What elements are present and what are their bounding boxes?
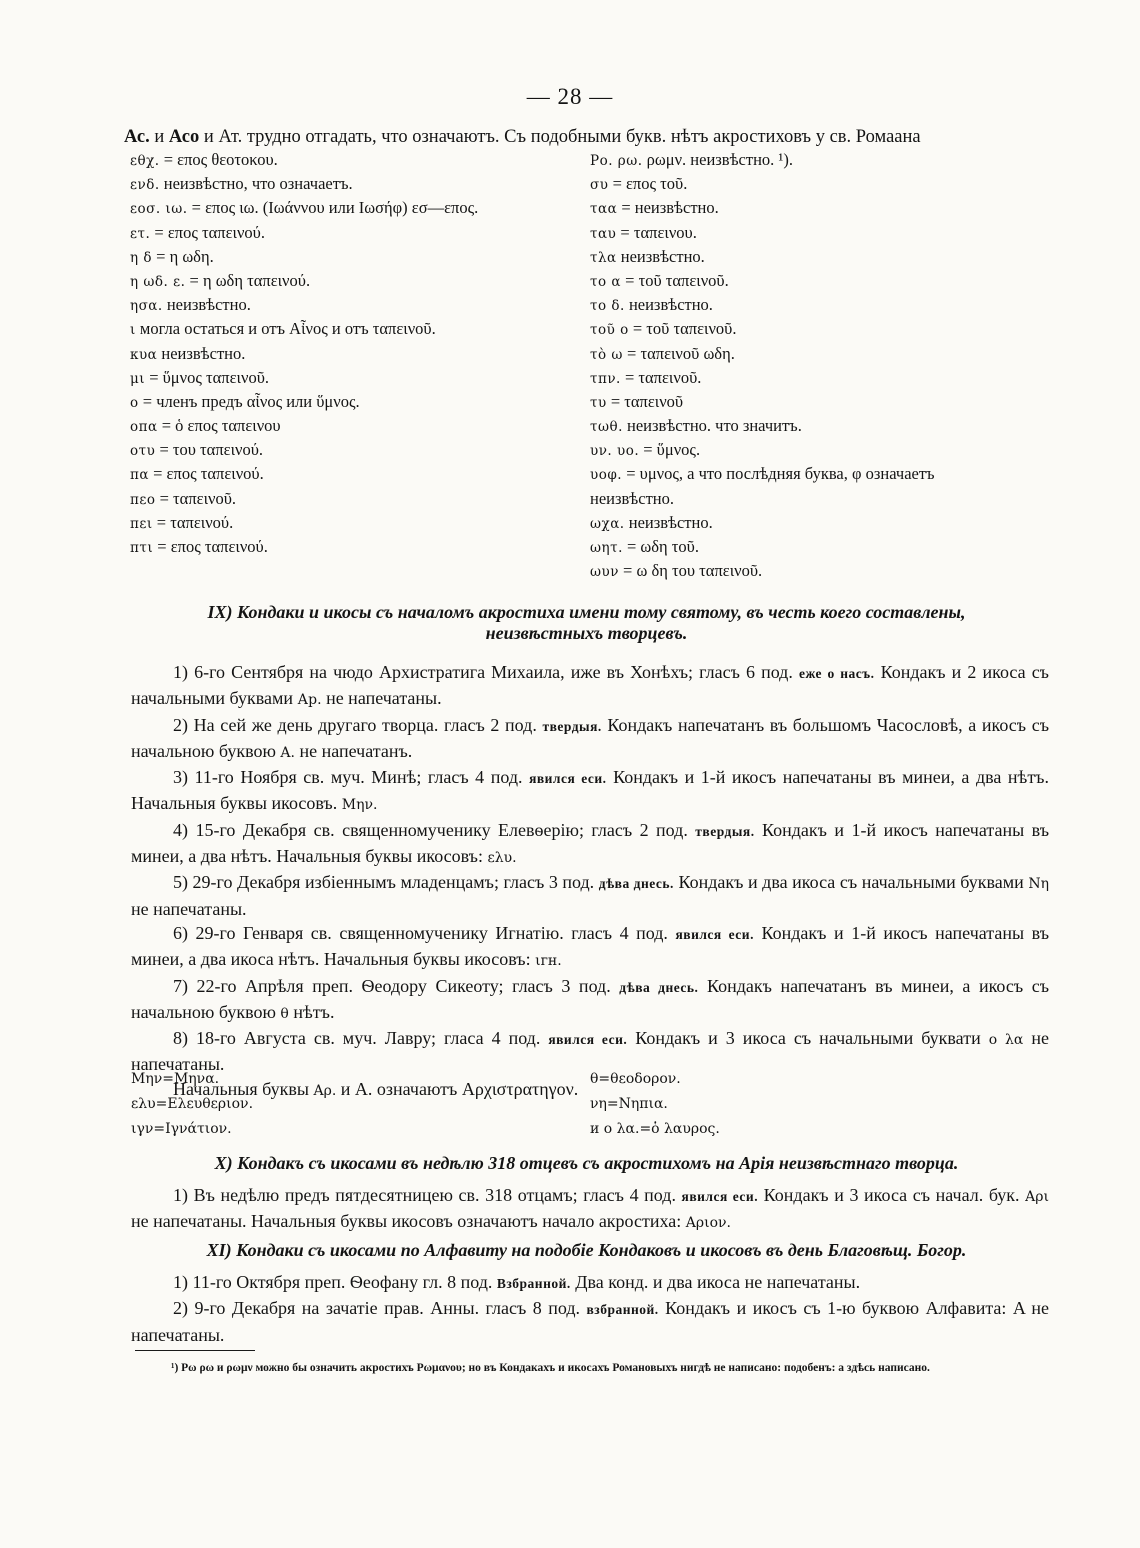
abbreviation-row [130, 148, 570, 172]
page-number: — 28 — [526, 84, 614, 109]
intro-line [124, 127, 1049, 148]
item-text: Кондакъ и 1-й икосъ напечатаны въ минеи, а два икоса нѣтъ. Начальныя буквы икосовъ: [131, 922, 1049, 970]
abbreviation-row [130, 221, 570, 245]
section-10-item [131, 1183, 1049, 1236]
abbreviation-meaning: неизвѣстно. [590, 488, 674, 508]
abbreviation-label: οπα [130, 419, 158, 436]
item-letters: θ [280, 1005, 289, 1022]
abbreviation-row [590, 245, 1050, 269]
item-letters: ιгн. [535, 953, 562, 970]
item-text: 8) 18-го Августа св. муч. Лавру; гласа 4 под. [173, 1028, 549, 1049]
abbreviation-meaning: могла остаться и отъ Αἶνος и отъ ταπεινοῦ. [139, 319, 436, 339]
abbreviation-label: ενδ. [130, 177, 160, 194]
abbreviation-row [590, 172, 1050, 196]
abbreviation-label: το α [590, 273, 622, 290]
abbreviation-row [590, 487, 1050, 511]
abbreviation-label: τοῦ ο [590, 322, 629, 339]
item-letters: ελυ. [487, 850, 517, 867]
section-9-heading [124, 602, 1049, 644]
abbreviation-label: το δ. [590, 298, 625, 315]
abbreviation-meaning: = неизвѣстно. [621, 198, 719, 218]
abbreviation-label: ησα. [130, 298, 163, 315]
pair-left-1: Μην=Μηνα. [131, 1071, 220, 1087]
abbreviation-row [130, 535, 570, 559]
abbreviation-meaning: = ὕμνος. [643, 440, 701, 460]
item-letters: Ар. [297, 692, 322, 709]
item-text: 6) 29-го Генваря св. священномученику Игнатію. гласъ 4 под. [173, 922, 676, 943]
section-11-body [131, 1270, 1049, 1347]
s10-letters: Αρι [1025, 1189, 1049, 1205]
abbreviation-label: τλα [590, 249, 617, 266]
abbreviation-label: τπν. [590, 370, 621, 387]
abbreviation-meaning: = членъ предъ αἶνος или ὕμνος. [142, 391, 360, 411]
s10-text-2: Кондакъ и 3 икоса съ начал. бук. [758, 1185, 1026, 1205]
item-text: Кондакъ и 3 икоса съ начальными буквати [627, 1028, 989, 1049]
section-10-body [131, 1183, 1049, 1236]
abbreviation-meaning: = ω δη του ταπεινοῦ. [623, 561, 763, 581]
abbreviation-label: Ρο. ρω. [590, 153, 643, 169]
left-abbreviation-list [130, 148, 570, 559]
abbreviation-label: κυα [130, 346, 158, 363]
abbreviation-meaning: ρωμν. неизвѣстно. ¹). [646, 150, 793, 169]
abbreviation-meaning: = ὕμνος ταπεινοῦ. [149, 367, 269, 387]
item-tone: дѣва днесь. [598, 876, 674, 892]
section-9-item [131, 870, 1049, 921]
item-text: Кондакъ напечатанъ въ большомъ Часословѣ, а икосъ съ начальною буквою [131, 714, 1049, 761]
abbreviation-row [130, 462, 570, 486]
section-11-heading: XI) Кондаки съ икосами по Алфавиту на подобіе Кондаковъ и икосовъ въ день Благовѣщ. Богор. [206, 1240, 967, 1260]
abbreviation-meaning: = ταπεινοῦ. [624, 367, 702, 387]
abbreviation-label: ο [130, 394, 139, 411]
abbreviation-label: τυ [590, 394, 607, 411]
item-text: нѣтъ. [288, 1001, 335, 1022]
item-tone: явился еси. [675, 926, 754, 942]
abbreviation-meaning: = ταπεινου. [620, 222, 697, 242]
abbreviation-label: ετ. [130, 225, 151, 242]
abbreviation-row [590, 317, 1050, 341]
item-tone: взбранной. [586, 1302, 659, 1318]
abbreviation-meaning: = επος ταπεινού. [153, 464, 264, 484]
pair-right-1: θ=θεοδορον. [590, 1071, 681, 1087]
abbreviation-label: οτυ [130, 443, 156, 460]
abbreviation-row [590, 269, 1050, 293]
section-9-item [131, 765, 1049, 818]
s10-tone: явился еси. [681, 1189, 759, 1204]
abbreviation-meaning: = ταπεινού. [156, 512, 234, 532]
abbreviation-label: υοφ. [590, 467, 623, 484]
abbreviation-row [590, 390, 1050, 414]
item-text: Кондакъ и два икоса съ начальными буквами [673, 872, 1029, 893]
abbreviation-row [130, 245, 570, 269]
item-text: Кондакъ напечатанъ въ минеи, а икосъ съ начальною буквою [131, 975, 1049, 1022]
section-9-item [131, 818, 1049, 871]
item-text: 3) 11-го Ноября св. муч. Минѣ; гласъ 4 под. [173, 767, 530, 788]
abbreviation-label: πτι [130, 540, 154, 556]
abbreviation-label: πεο [130, 491, 156, 508]
item-tone: дѣва днесь. [619, 979, 699, 995]
item-text: не напечатанъ. [294, 740, 413, 761]
item-tone: твердыя. [695, 823, 755, 839]
abbreviation-row [130, 196, 570, 220]
abbreviation-meaning: = επος ταπεινού. [157, 537, 268, 556]
abbr-at: Ат. [218, 127, 243, 147]
abbreviation-meaning: = επος θεοτοκου. [163, 150, 278, 169]
abbreviation-row [130, 342, 570, 366]
item-text: 2) 9-го Декабря на зачатіе прав. Анны. гласъ 8 под. [173, 1298, 587, 1319]
item-letters: Α. [280, 744, 295, 761]
item-tone: твердыя. [542, 718, 602, 734]
abbreviation-meaning: неизвѣстно. [161, 343, 246, 363]
abbreviation-meaning: неизвѣстно. [628, 295, 713, 315]
abbreviation-meaning: = επος ιω. (Ιωάννου или Ιωσήφ) εσ—επος. [191, 198, 479, 218]
s10-text-1: 1) Въ недѣлю предъ пятдесятницею св. 318 отцамъ; гласъ 4 под. [173, 1185, 682, 1205]
abbreviation-row [130, 414, 570, 438]
item-text: не напечатаны. [131, 898, 247, 919]
abbr-aso: Асо [168, 127, 200, 147]
right-abbreviation-list [590, 148, 1050, 583]
abbreviation-row [590, 462, 1050, 486]
abbreviation-label: ωυν [590, 564, 619, 581]
abbreviation-row [590, 342, 1050, 366]
abbreviation-label: πα [130, 467, 149, 484]
abbreviation-row [130, 487, 570, 511]
abbreviation-row [130, 390, 570, 414]
abbreviation-row [590, 221, 1050, 245]
abbreviation-row [130, 511, 570, 535]
abbreviation-label: εθχ. [130, 153, 160, 169]
item-text: Кондакъ и икосъ съ 1-ю буквою Алфавита: Α не напечатаны. [131, 1298, 1049, 1345]
abbreviation-meaning: = ὁ επος ταπεινου [161, 416, 281, 436]
item-text: Кондакъ и 1-й икосъ напечатаны въ минеи, а два нѣтъ. Начальныя буквы икосовъ. [131, 767, 1049, 814]
section-9-item [131, 713, 1049, 766]
abbreviation-row [130, 293, 570, 317]
abbreviation-row [590, 438, 1050, 462]
abbreviation-label: η δ [130, 249, 153, 266]
abbreviation-meaning: неизвѣстно. [166, 295, 251, 315]
item-letters: Μην. [341, 797, 378, 814]
abbreviation-row [590, 366, 1050, 390]
abbreviation-meaning: = τοῦ ταπεινοῦ. [625, 270, 729, 290]
item-tone: явился еси. [548, 1032, 628, 1048]
abbreviation-label: ταυ [590, 225, 617, 242]
abbreviation-label: ι [130, 322, 136, 339]
item-text: не напечатаны. [321, 688, 442, 709]
footnote-rule [135, 1350, 255, 1351]
abbr-as: Ас. [124, 127, 150, 147]
item-text: Начальныя буквы [173, 1078, 314, 1099]
item-text: Кондакъ и 1-й икосъ напечатаны въ минеи, а два нѣтъ. Начальныя буквы икосовъ: [131, 819, 1049, 867]
abbreviation-row [130, 438, 570, 462]
item-text: 7) 22-го Апрѣля преп. Ѳеодору Сикеоту; гласъ 3 под. [173, 975, 620, 996]
abbreviation-meaning: = υμνος, а что послѣдняя буква, φ означаетъ [626, 464, 935, 484]
abbreviation-row [590, 511, 1050, 535]
abbreviation-meaning: = του ταπεινού. [159, 440, 264, 460]
abbreviation-label: ωητ. [590, 540, 623, 556]
abbreviation-label: ταα [590, 201, 618, 218]
abbreviation-label: μι [130, 370, 146, 387]
item-text: 2) На сей же день другаго творца. гласъ 2 под. [173, 714, 543, 735]
section-9-item [131, 921, 1049, 974]
abbreviation-label: τὸ ω [590, 346, 623, 363]
section-9-item [131, 660, 1049, 713]
s10-text-3: не напечатаны. Начальныя буквы икосовъ означаютъ начало акростиха: [131, 1211, 686, 1232]
abbreviation-row [590, 148, 1050, 172]
abbreviation-label: πει [130, 515, 153, 532]
abbreviation-label: υν. υο. [590, 443, 640, 460]
intro-text: трудно отгадать, что означаютъ. Съ подобными букв. нѣтъ акростиховъ у св. Ромаана [242, 127, 921, 147]
abbreviation-meaning: = τοῦ ταπεινοῦ. [632, 319, 737, 339]
item-text: Кондакъ и 2 икоса съ начальными буквами [131, 662, 1049, 709]
abbreviation-row [130, 317, 570, 341]
abbreviation-meaning: неизвѣстно. [620, 246, 705, 266]
section-11-item [131, 1270, 1049, 1296]
abbreviation-meaning: неизвѣстно. [628, 512, 713, 532]
section-9-heading-line-2: неизвѣстныхъ творцевъ. [485, 623, 688, 643]
item-letters: Αρ. [313, 1082, 337, 1099]
abbreviation-meaning: = ταπεινοῦ [610, 391, 684, 411]
item-text: 5) 29-го Декабря избіеннымъ младенцамъ; гласъ 3 под. [173, 872, 599, 893]
abbreviation-row [590, 414, 1050, 438]
item-text: 1) 11-го Октября преп. Ѳеофану гл. 8 под. [173, 1272, 497, 1292]
abbreviation-meaning: = η ωδη ταπεινού. [189, 270, 311, 290]
abbreviation-meaning: неизвѣстно, что означаетъ. [163, 174, 353, 194]
abbreviation-label: εοσ. ιω. [130, 201, 188, 218]
abbreviation-row [130, 269, 570, 293]
abbreviation-label: τωθ. [590, 419, 623, 436]
abbreviation-meaning: = ταπεινοῦ. [159, 488, 237, 508]
item-tone: Взбранной. [496, 1276, 571, 1291]
section-9-item [131, 974, 1049, 1027]
item-letters: Νη [1028, 876, 1049, 893]
footnote: ¹) Ρω ρω и ρωμν можно бы означить акростихъ Ρωμανου; но въ Кондакахъ и икосахъ Романовыхъ нигдѣ не написано: подобенъ: а здѣсь написано. [171, 1362, 930, 1374]
abbreviation-row [590, 559, 1050, 583]
item-text: Два конд. и два икоса не напечатаны. [570, 1272, 861, 1292]
intro-and-1: и [149, 127, 169, 147]
pair-right-3: и ο λα.=ὁ λαυρος. [590, 1121, 720, 1137]
item-tone: еже о насъ. [798, 666, 875, 681]
abbreviation-meaning: = επος τοῦ. [612, 174, 688, 194]
abbreviation-meaning: = επος ταπεινού. [154, 222, 265, 242]
item-text: 1) 6-го Сентября на чюдо Архистратига Михаила, иже въ Хонѣхъ; гласъ 6 под. [173, 662, 799, 682]
section-9-item [131, 1026, 1049, 1077]
abbreviation-row [130, 172, 570, 196]
section-11-item [131, 1296, 1049, 1347]
pair-right-2: νη=Νηπια. [590, 1096, 668, 1112]
abbreviation-label: ωχα. [590, 515, 625, 532]
item-text: 4) 15-го Декабря св. священномученику Елевѳерію; гласъ 2 под. [173, 819, 696, 840]
item-text: и Α. означаютъ Αρχιστρατηγον. [336, 1078, 579, 1099]
abbreviation-row [130, 366, 570, 390]
section-10-heading: X) Кондакъ съ икосами въ недѣлю 318 отцевъ съ акростихомъ на Арія неизвѣстнаго творца. [214, 1153, 959, 1173]
abbreviation-label: συ [590, 177, 609, 194]
abbreviation-meaning: неизвѣстно. что значитъ. [627, 416, 802, 436]
section-9-heading-line-1: IX) Кондаки и икосы съ началомъ акростиха имени тому святому, въ честь коего составлены, [207, 602, 966, 622]
abbreviation-meaning: = ωδη τοῦ. [626, 537, 699, 556]
abbreviation-row [590, 293, 1050, 317]
pair-left-2: ελυ=Ελευθεριον. [131, 1096, 254, 1112]
item-text: не напечатаны. [131, 1028, 1050, 1075]
pair-left-3: ιγν=Ιγνάτιον. [131, 1121, 232, 1137]
abbreviation-row [590, 196, 1050, 220]
abbreviation-label: η ωδ. ε. [130, 273, 186, 290]
abbreviation-row [590, 535, 1050, 559]
item-letters: ο λα [988, 1032, 1024, 1049]
section-9-body [131, 660, 1049, 1103]
intro-and-2: и [199, 127, 219, 147]
abbreviation-meaning: = ταπεινοῦ ωδη. [627, 343, 735, 363]
item-tone: явился еси. [529, 771, 607, 787]
s10-acrostic: Αριον. [685, 1215, 731, 1232]
abbreviation-meaning: = η ωδη. [156, 246, 214, 266]
